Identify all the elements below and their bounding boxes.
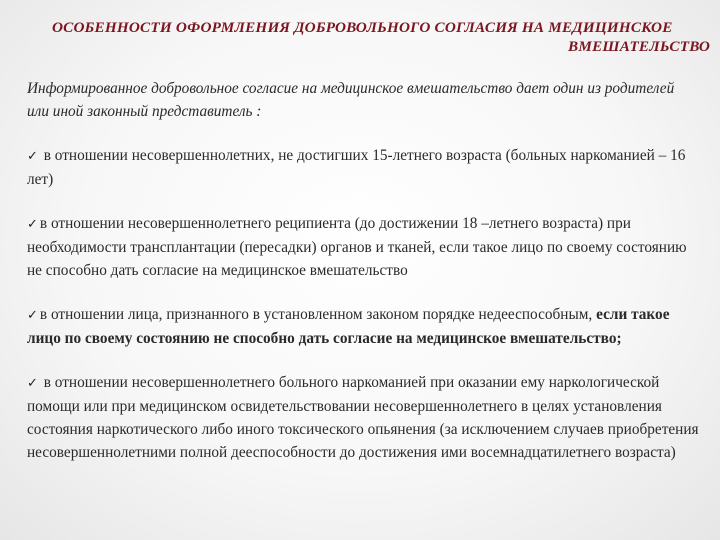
list-item-bold-text: если такое лицо по своему состоянию не способно дать согласие на медицинское вмешательство; (27, 306, 670, 347)
checkmark-icon: ✓ (27, 149, 38, 164)
checkmark-icon: ✓ (27, 217, 38, 232)
list-item-text: в отношении несовершеннолетнего реципиента (до достижении 18 –летнего возраста) при необходимости трансплантации (пересадки) органов и тканей, если такое лицо по своему состоянию не способно дать согласие на медицинское вмешательство (27, 215, 687, 279)
list-item (27, 212, 699, 282)
list-item (27, 371, 699, 464)
list-item-text: в отношении несовершеннолетних, не достигших 15-летнего возраста (больных наркоманией – 16 лет) (27, 147, 686, 188)
intro-paragraph: Информированное добровольное согласие на медицинское вмешательство дает один из родителей или иной законный представитель : (27, 80, 675, 120)
list-item (27, 144, 699, 191)
slide-title-line-1: ОСОБЕННОСТИ ОФОРМЛЕНИЯ ДОБРОВОЛЬНОГО СОГЛАСИЯ НА МЕДИЦИНСКОЕ (52, 19, 673, 36)
checkmark-icon: ✓ (27, 376, 38, 391)
list-item-text: в отношении лица, признанного в установленном законом порядке недееспособным, (39, 306, 597, 323)
slide-content (27, 77, 699, 485)
list-item (27, 303, 699, 350)
list-item-text: в отношении несовершеннолетнего больного наркоманией при оказании ему наркологической помощи или при медицинском освидетельствовании несовершеннолетнего в целях установления состояния наркотического либо иного токсического опьянения (за исключением случаев приобретения несовершеннолетними полной дееспособности до достижения ими восемнадцатилетнего возраста) (27, 374, 699, 461)
slide-title (24, 18, 714, 56)
checkmark-icon: ✓ (27, 308, 38, 323)
slide-title-line-2: ВМЕШАТЕЛЬСТВО (568, 38, 710, 55)
